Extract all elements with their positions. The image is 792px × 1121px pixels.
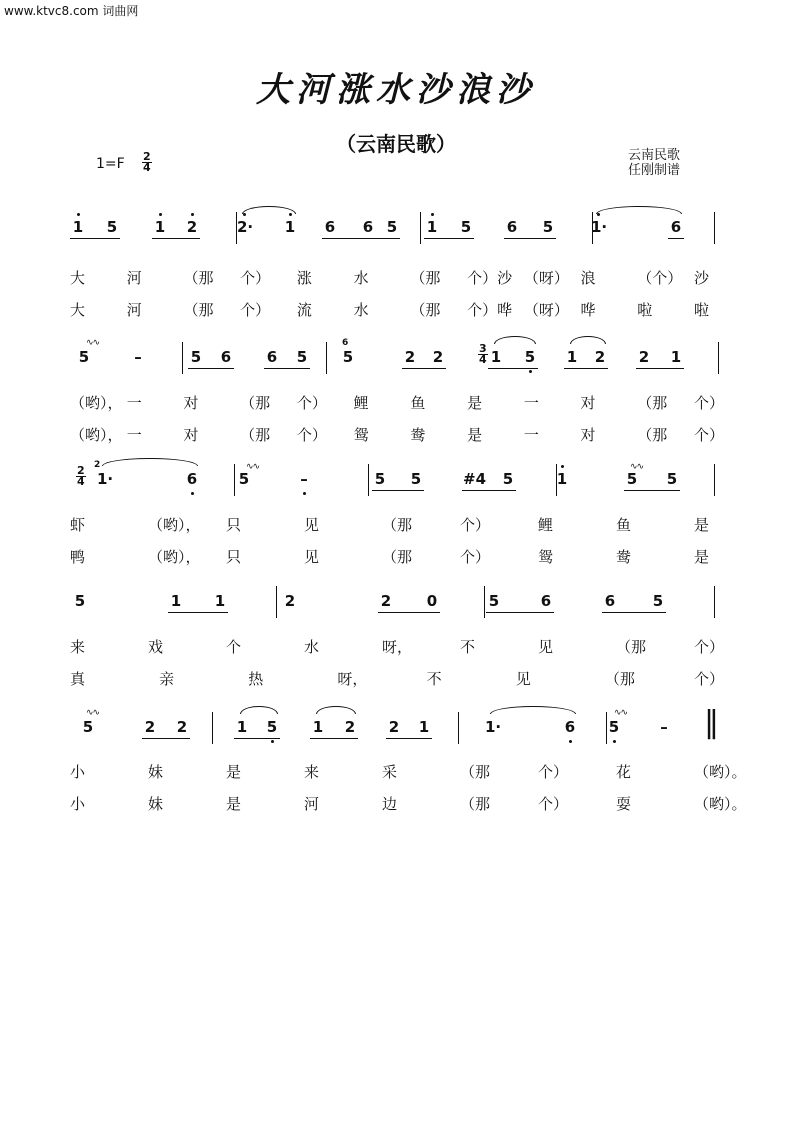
bar-line [718, 342, 719, 374]
lyric-syllable: 个） [460, 516, 491, 534]
beam-underline [386, 738, 432, 739]
grace-note: 6 [342, 338, 349, 348]
note: 0 [426, 592, 438, 610]
lyric-syllable: 鱼 [616, 516, 632, 534]
trill-mark: ∿∿ [614, 708, 628, 718]
lyric-syllable: 流 [296, 301, 312, 319]
lyric-syllable: 见 [304, 516, 320, 534]
lyric-syllable: （那 [460, 763, 491, 781]
lyric-syllable: 花 [616, 763, 632, 781]
lyric-syllable: （哟）， [70, 426, 123, 444]
lyric-syllable: 个）哗 [467, 301, 513, 319]
beam-underline [188, 368, 234, 369]
note: 5 [296, 348, 308, 366]
note: 2 [388, 718, 400, 736]
note: 5 [460, 218, 472, 236]
note: 6 [324, 218, 336, 236]
lyric-syllable: 鸯 [616, 548, 632, 566]
beam-underline [488, 368, 538, 369]
lyric-syllable: 是 [226, 795, 242, 813]
note: – [300, 470, 308, 488]
beam-underline [504, 238, 556, 239]
lyric-syllable: 个） [460, 548, 491, 566]
beam-underline [152, 238, 200, 239]
lyric-syllable: 是 [226, 763, 242, 781]
lyric-syllable: 河 [126, 269, 142, 287]
note: 5 [238, 470, 250, 488]
beam-underline [402, 368, 446, 369]
lyric-syllable: 个） [240, 269, 271, 287]
lyric-syllable: 个）沙 [467, 269, 513, 287]
lyric-syllable: 河 [126, 301, 142, 319]
beam-underline [378, 612, 440, 613]
bar-line [326, 342, 327, 374]
note: 5 [626, 470, 638, 488]
lyric-syllable: 涨 [296, 269, 312, 287]
bar-line [556, 464, 557, 496]
note: 1 [72, 218, 84, 236]
low-octave-dot [271, 740, 274, 743]
note: 1 [556, 470, 568, 488]
note: 1· [591, 218, 608, 236]
lyric-syllable: 鲤 [538, 516, 554, 534]
note: 5 [266, 718, 278, 736]
low-octave-dot [191, 492, 194, 495]
lyric-syllable: 大 [70, 301, 86, 319]
lyric-syllable: 啦 [637, 301, 653, 319]
note: 5 [78, 348, 90, 366]
note: 2 [144, 718, 156, 736]
site-watermark: www.ktvc8.com 词曲网 [4, 4, 139, 18]
note: 1· [485, 718, 502, 736]
note: #4 [463, 470, 487, 488]
note: 6 [564, 718, 576, 736]
note: 1 [312, 718, 324, 736]
lyric-syllable: 呀， [382, 638, 413, 656]
lyric-syllable: 来 [304, 763, 320, 781]
lyric-syllable: （个） [637, 269, 683, 287]
bar-line [182, 342, 183, 374]
lyric-syllable: （那 [382, 548, 413, 566]
lyric-syllable: 边 [382, 795, 398, 813]
note: 2 [176, 718, 188, 736]
beam-underline [142, 738, 190, 739]
lyric-syllable: 鲤 [353, 394, 369, 412]
time-signature-top: 2 [143, 150, 151, 163]
time-change-bottom: 4 [77, 475, 85, 488]
note: 5 [666, 470, 678, 488]
low-octave-dot [569, 740, 572, 743]
lyric-syllable: 鸯 [410, 426, 426, 444]
lyric-syllable: 对 [183, 426, 199, 444]
lyric-syllable: 水 [353, 269, 369, 287]
lyric-syllable: 小 [70, 763, 86, 781]
lyric-syllable: 不 [460, 638, 476, 656]
lyric-syllable: （哟）。 [694, 795, 747, 813]
lyric-syllable: 妹 [148, 795, 164, 813]
lyric-syllable: 是 [694, 516, 710, 534]
note: 1 [284, 218, 296, 236]
high-octave-dot [561, 465, 564, 468]
lyric-syllable: 一 [523, 394, 539, 412]
lyric-syllable: （呀） [523, 269, 569, 287]
song-subtitle: （云南民歌） [336, 132, 456, 156]
lyric-syllable: 来 [70, 638, 86, 656]
lyric-syllable: （那 [616, 638, 647, 656]
lyric-syllable: （哟）， [70, 394, 123, 412]
grace-note: 2 [94, 460, 101, 470]
note: 2 [344, 718, 356, 736]
lyric-syllable: 热 [248, 670, 264, 688]
lyric-syllable: 鸭 [70, 548, 86, 566]
note: 5 [190, 348, 202, 366]
note: 2 [594, 348, 606, 366]
note: 1 [154, 218, 166, 236]
lyric-syllable: 一 [126, 426, 142, 444]
time-change-bottom: 4 [479, 353, 487, 366]
tie-arc [316, 706, 356, 714]
lyric-syllable: 一 [126, 394, 142, 412]
lyric-syllable: （那 [410, 301, 441, 319]
lyric-syllable: （那 [240, 394, 271, 412]
note: 1 [670, 348, 682, 366]
lyric-syllable: 对 [580, 394, 596, 412]
lyric-syllable: （那 [604, 670, 635, 688]
note: 1 [214, 592, 226, 610]
credits [628, 148, 680, 178]
credit-origin: 云南民歌 [628, 148, 681, 163]
note: 2· [237, 218, 254, 236]
lyric-syllable: 只 [226, 516, 242, 534]
lyric-syllable: 水 [353, 301, 369, 319]
note: 5 [502, 470, 514, 488]
tie-arc [596, 206, 682, 214]
lyric-syllable: 对 [580, 426, 596, 444]
low-octave-dot [303, 492, 306, 495]
time-signature-change [76, 466, 86, 487]
note: – [660, 718, 668, 736]
time-change-top: 3 [479, 342, 487, 355]
lyric-syllable: 不 [426, 670, 442, 688]
lyric-syllable: 虾 [70, 516, 86, 534]
bar-line [368, 464, 369, 496]
tie-arc [240, 706, 278, 714]
lyric-syllable: 个） [296, 394, 327, 412]
note: 5 [652, 592, 664, 610]
note: 6 [540, 592, 552, 610]
high-octave-dot [159, 213, 162, 216]
note: 2 [380, 592, 392, 610]
lyric-syllable: （那 [410, 269, 441, 287]
lyric-syllable: 沙 [694, 269, 710, 287]
lyric-syllable: （那 [637, 426, 668, 444]
lyric-syllable: 啦 [694, 301, 710, 319]
trill-mark: ∿∿ [86, 708, 100, 718]
beam-underline [372, 490, 424, 491]
beam-underline [264, 368, 310, 369]
lyric-syllable: 妹 [148, 763, 164, 781]
beam-underline [564, 368, 608, 369]
lyric-syllable: （呀） [523, 301, 569, 319]
beam-underline [486, 612, 554, 613]
trill-mark: ∿∿ [630, 462, 644, 472]
lyric-syllable: 大 [70, 269, 86, 287]
lyric-syllable: （哟）， [148, 516, 201, 534]
lyric-syllable: （那 [637, 394, 668, 412]
lyric-syllable: 只 [226, 548, 242, 566]
lyric-syllable: 个） [694, 394, 725, 412]
high-octave-dot [431, 213, 434, 216]
lyric-syllable: 是 [467, 426, 483, 444]
lyric-syllable: 小 [70, 795, 86, 813]
beam-underline [624, 490, 680, 491]
beam-underline [70, 238, 120, 239]
lyric-syllable: 个 [226, 638, 242, 656]
lyric-syllable: 是 [467, 394, 483, 412]
lyric-syllable: 鱼 [410, 394, 426, 412]
time-change-top: 2 [77, 464, 85, 477]
lyric-syllable: 个） [694, 638, 725, 656]
time-signature [142, 152, 152, 173]
time-signature-bottom: 4 [143, 161, 151, 174]
key-signature: 1=F [96, 156, 125, 172]
bar-line [484, 586, 485, 618]
note: 6 [670, 218, 682, 236]
note: 2 [284, 592, 296, 610]
tie-arc [494, 336, 536, 344]
note: 6 [362, 218, 374, 236]
note: 2 [432, 348, 444, 366]
time-signature-change [478, 344, 488, 365]
beam-underline [424, 238, 474, 239]
note: 2 [186, 218, 198, 236]
high-octave-dot [77, 213, 80, 216]
lyric-syllable: 见 [515, 670, 531, 688]
lyric-syllable: 见 [538, 638, 554, 656]
tie-arc [570, 336, 606, 344]
note: 2 [638, 348, 650, 366]
lyric-syllable: 采 [382, 763, 398, 781]
lyric-syllable: 个） [538, 763, 569, 781]
trill-mark: ∿∿ [86, 338, 100, 348]
tie-arc [102, 458, 198, 466]
lyric-syllable: 个） [694, 426, 725, 444]
lyric-syllable: （那 [240, 426, 271, 444]
note: 5 [524, 348, 536, 366]
note: 1 [170, 592, 182, 610]
bar-line [714, 212, 715, 244]
bar-line [606, 712, 607, 744]
bar-line [276, 586, 277, 618]
note: 2 [404, 348, 416, 366]
bar-line [458, 712, 459, 744]
note: 5 [608, 718, 620, 736]
bar-line [420, 212, 421, 244]
note: 5 [82, 718, 94, 736]
note: 1· [97, 470, 114, 488]
note: 5 [488, 592, 500, 610]
note: 6 [266, 348, 278, 366]
beam-underline [234, 738, 280, 739]
bar-line [212, 712, 213, 744]
lyric-syllable: 见 [304, 548, 320, 566]
lyric-syllable: （那 [382, 516, 413, 534]
lyric-syllable: 个） [296, 426, 327, 444]
lyric-syllable: 戏 [148, 638, 164, 656]
lyric-syllable: （那 [460, 795, 491, 813]
high-octave-dot [191, 213, 194, 216]
beam-underline [462, 490, 516, 491]
lyric-syllable: 个） [240, 301, 271, 319]
note: 6 [506, 218, 518, 236]
lyric-syllable: 河 [304, 795, 320, 813]
lyric-syllable: 个） [538, 795, 569, 813]
beam-underline [310, 738, 358, 739]
lyric-syllable: 鸳 [538, 548, 554, 566]
note: 6 [220, 348, 232, 366]
note: 5 [74, 592, 86, 610]
lyric-syllable: （那 [183, 269, 214, 287]
lyric-syllable: （那 [183, 301, 214, 319]
note: 1 [426, 218, 438, 236]
beam-underline [168, 612, 228, 613]
lyric-syllable: 水 [304, 638, 320, 656]
lyric-syllable: 个） [694, 670, 725, 688]
bar-line [236, 212, 237, 244]
bar-line [714, 586, 715, 618]
note: 5 [410, 470, 422, 488]
lyric-syllable: 一 [523, 426, 539, 444]
note: 1 [566, 348, 578, 366]
song-title: 大河涨水沙浪沙 [256, 70, 536, 110]
lyric-syllable: 呀， [337, 670, 368, 688]
note: 5 [542, 218, 554, 236]
note: 5 [342, 348, 354, 366]
lyric-syllable: 真 [70, 670, 86, 688]
note: 5 [106, 218, 118, 236]
beam-underline [668, 238, 684, 239]
beam-underline [636, 368, 684, 369]
note: 5 [386, 218, 398, 236]
trill-mark: ∿∿ [246, 462, 260, 472]
tie-arc [490, 706, 576, 714]
lyric-syllable: （哟）。 [694, 763, 747, 781]
beam-underline [602, 612, 666, 613]
note: 1 [418, 718, 430, 736]
lyric-syllable: 鸳 [353, 426, 369, 444]
low-octave-dot [529, 370, 532, 373]
final-double-bar: ‖ [704, 705, 719, 740]
note: 5 [374, 470, 386, 488]
lyric-syllable: 耍 [616, 795, 632, 813]
lyric-syllable: 亲 [159, 670, 175, 688]
lyric-syllable: 哗 [580, 301, 596, 319]
bar-line [714, 464, 715, 496]
note: 6 [186, 470, 198, 488]
tie-arc [242, 206, 296, 214]
lyric-syllable: 对 [183, 394, 199, 412]
note: 1 [490, 348, 502, 366]
lyric-syllable: （哟）， [148, 548, 201, 566]
note: 6 [604, 592, 616, 610]
credit-transcriber: 任刚制谱 [628, 163, 681, 178]
low-octave-dot [613, 740, 616, 743]
bar-line [592, 212, 593, 244]
note: – [134, 348, 142, 366]
bar-line [234, 464, 235, 496]
lyric-syllable: 是 [694, 548, 710, 566]
beam-underline [360, 238, 400, 239]
note: 1 [236, 718, 248, 736]
lyric-syllable: 浪 [580, 269, 596, 287]
